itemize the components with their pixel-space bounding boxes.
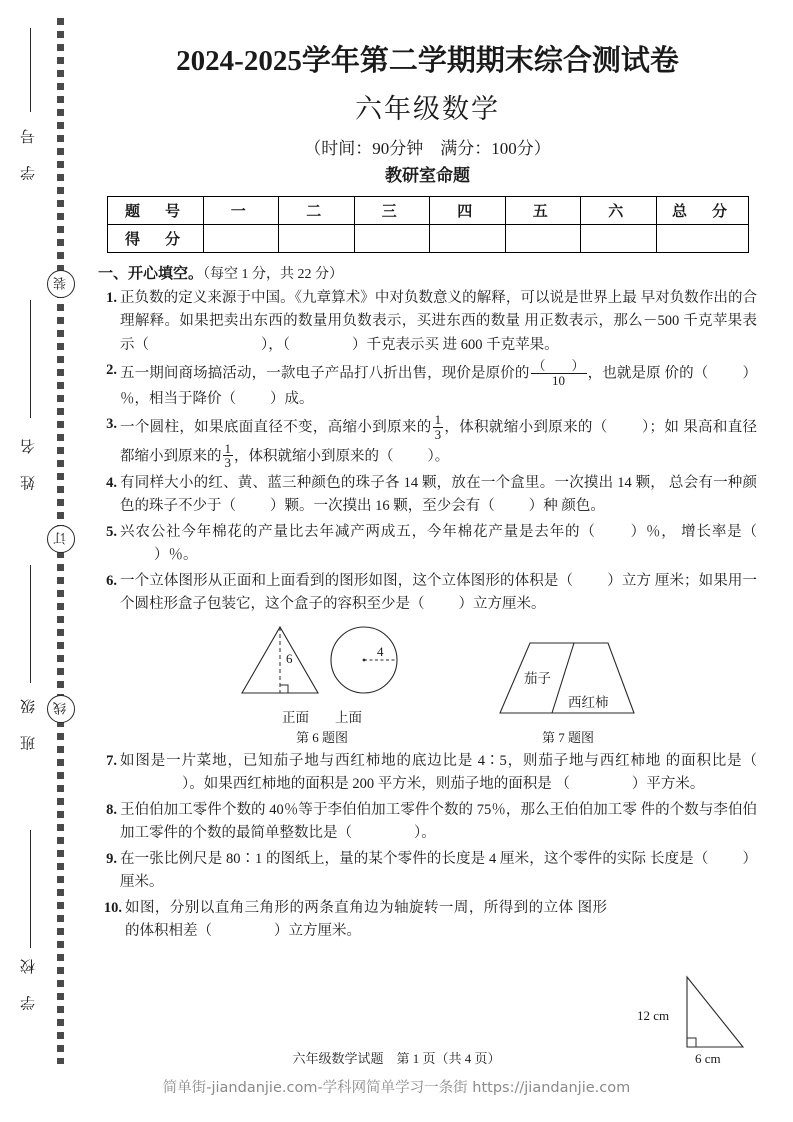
question-5-line2a: 增长率是（	[681, 523, 758, 540]
question-3-line1b: ，体积就缩小到原来的（	[444, 419, 608, 436]
figure-6-view-labels	[238, 706, 406, 726]
question-2-number: 2.	[106, 362, 117, 379]
question-7-number: 7.	[106, 752, 117, 769]
figure-6-caption: 第 6 题图	[295, 729, 348, 745]
score-cell-1[interactable]	[203, 225, 279, 253]
triangle-height-label: 6	[286, 650, 293, 666]
question-2-line1a: 五一期间商场搞活动，一款电子产品打八折出售，现价是原价的	[120, 365, 530, 382]
question-2-line2a: 价的（	[664, 365, 709, 382]
score-cell-2[interactable]	[279, 225, 355, 253]
question-10-number: 10.	[103, 899, 122, 916]
question-6-line1b: ）立方	[607, 572, 652, 589]
score-col-4: 四	[430, 197, 506, 225]
score-cell-4[interactable]	[430, 225, 506, 253]
question-1-line3c: ）千克表示买	[352, 336, 439, 353]
question-1-line3b: ），（	[261, 336, 290, 353]
question-4-line1: 有同样大小的红、黄、蓝三种颜色的珠子各 14 颗，放在一个盒里。一次摸出 14 颗，	[120, 474, 666, 491]
right-triangle	[687, 977, 743, 1047]
question-9	[98, 848, 757, 895]
question-9-line1: 在一张比例尺是 80∶1 的图纸上，量的某个零件的长度是 4 厘米，这个零件的实际	[120, 850, 647, 867]
question-6	[98, 570, 757, 617]
question-2	[98, 359, 757, 411]
fraction-denominator: 3	[434, 426, 442, 442]
score-cell-6[interactable]	[581, 225, 657, 253]
question-2-line2b: ）％，相当于降价（	[120, 365, 758, 407]
seal-rule-3	[30, 565, 31, 683]
score-col-3: 三	[354, 197, 430, 225]
figure-6	[238, 623, 406, 746]
label-top-view: 上面	[335, 709, 362, 725]
exam-organization: 教研室命题	[385, 166, 470, 185]
question-10-line2a: 图形的体积相差（	[125, 899, 608, 940]
table-row-question-numbers	[107, 197, 748, 225]
question-3-line2c: ）。	[427, 448, 450, 464]
fraction-numerator: 1	[434, 412, 442, 428]
table-row-scores	[107, 225, 748, 253]
seal-rule-4	[30, 830, 31, 948]
question-2-line2c: ）成。	[270, 390, 314, 407]
question-7-line2b: ）。如果西红柿地的面积是 200 平方米，则茄子地的面积是	[182, 776, 552, 793]
question-5-line1a: 兴农公社今年棉花的产量比去年减产两成五，今年棉花产量是去年的（	[120, 523, 596, 540]
score-col-2: 二	[279, 197, 355, 225]
section-points: （每空 1 分，共 22 分）	[203, 267, 344, 282]
question-2-body	[120, 359, 757, 411]
question-7-line1a: 如图是一片菜地，已知茄子地与西红柿地的底边比是 4∶5，则茄子地与西红柿地	[120, 752, 662, 769]
score-table	[107, 196, 749, 253]
question-1-number: 1.	[106, 290, 117, 306]
question-9-line2b: ）厘米。	[120, 850, 758, 891]
question-8-line2b: ）。	[414, 825, 436, 842]
exam-page	[78, 0, 793, 1122]
question-10-body	[125, 897, 607, 944]
fraction-numerator: 1	[224, 440, 231, 456]
right-angle-mark	[280, 685, 288, 693]
question-1-line2: 早对负数作出的合理解释。如果把卖出东西的数量用负数表示，买进东西的数量	[120, 290, 758, 330]
score-col-5: 五	[505, 197, 581, 225]
seal-rule-1	[30, 28, 31, 112]
score-cell-5[interactable]	[505, 225, 581, 253]
fraction-one-third-2	[223, 442, 234, 470]
fraction-denominator: 10	[531, 373, 587, 388]
question-1-line4: 进 600 千克苹果。	[442, 336, 559, 353]
question-8-body	[120, 799, 757, 846]
question-3-line2b: ，体积就缩小到原来的（	[234, 448, 394, 464]
circle-center-dot	[363, 658, 366, 661]
question-1-body	[120, 287, 757, 357]
question-9-line2a: 长度是（	[649, 850, 709, 867]
question-4	[98, 472, 757, 519]
label-tomato-region: 西红柿	[568, 694, 609, 710]
question-7-body	[120, 750, 757, 797]
figure-7-shapes	[496, 635, 640, 721]
question-1-line1: 正负数的定义来源于中国。《九章算术》中对负数意义的解释，可以说是世界上最	[120, 290, 637, 306]
seal-char-xian: 线	[47, 695, 75, 723]
question-3-number: 3.	[106, 416, 117, 433]
question-5-line2b: ）％。	[154, 547, 198, 564]
score-col-total: 总 分	[656, 197, 748, 225]
question-5	[98, 521, 757, 568]
score-cell-3[interactable]	[354, 225, 430, 253]
question-3	[98, 413, 757, 470]
question-3-body	[120, 413, 757, 470]
fraction-eight-tenths[interactable]	[531, 359, 587, 387]
figure-6-shapes	[238, 623, 406, 701]
question-6-line2b: ）立方厘米。	[458, 596, 546, 613]
figure-7	[496, 635, 640, 746]
question-7-line3b: ）平方米。	[631, 776, 705, 793]
right-angle-mark	[687, 1038, 696, 1047]
question-4-body	[120, 472, 757, 519]
field-school: 学 校	[21, 950, 37, 1011]
score-col-6: 六	[581, 197, 657, 225]
circle-diameter-label: 4	[377, 643, 384, 659]
footer-page-number: 六年级数学试题 第 1 页（共 4 页）	[292, 1051, 501, 1066]
question-7	[98, 750, 757, 797]
fraction-one-third-1	[433, 413, 444, 441]
question-8	[98, 799, 757, 846]
question-4-line2a: 总会有一种颜色的珠子不少于（	[120, 474, 758, 515]
question-3-line2a: 果高和直径都缩小到原来的	[120, 419, 758, 464]
question-1-line3a: 用正数表示，那么－500 千克苹果表示（	[120, 313, 758, 353]
question-1	[98, 287, 757, 357]
question-9-number: 9.	[106, 850, 117, 867]
field-name: 姓 名	[21, 430, 37, 491]
seal-char-ding: 订	[47, 525, 75, 553]
question-8-number: 8.	[106, 801, 117, 818]
question-4-line2c: ）种	[528, 498, 558, 515]
question-7-line2a: 的面积比是（	[665, 752, 758, 769]
question-5-number: 5.	[106, 523, 117, 540]
question-4-number: 4.	[106, 474, 117, 491]
subject-title: 六年级数学	[355, 94, 500, 124]
question-7-line3a: （	[555, 776, 570, 793]
score-cell-total[interactable]	[656, 225, 748, 253]
footer-watermark: 简单街-jiandanjie.com-学科网简单学习一条街 https://jiandanjie.com	[162, 1080, 631, 1096]
question-10-line1: 如图，分别以直角三角形的两条直角边为轴旋转一周，所得到的立体	[125, 899, 574, 916]
score-row-label-score: 得 分	[107, 225, 203, 253]
question-4-line3: 颜色。	[561, 498, 605, 515]
question-10-line2b: ）立方厘米。	[274, 923, 361, 940]
question-4-line2b: ）颗。一次摸出 16 颗，至少会有（	[270, 498, 495, 515]
figure-row	[98, 623, 757, 746]
question-2-line1b: ，也就是原	[587, 365, 661, 382]
binding-margin	[0, 0, 78, 1122]
figure-7-caption: 第 7 题图	[541, 729, 594, 745]
question-8-line2a: 件的个数与李伯伯加工零件的个数的最简单整数比是（	[120, 801, 758, 842]
page-title: 2024-2025学年第二学期期末综合测试卷	[176, 45, 679, 77]
section-heading-label: 一、开心填空。	[98, 266, 204, 282]
fraction-numerator: （ ）	[532, 358, 585, 374]
question-5-body	[120, 521, 757, 568]
label-front-view: 正面	[282, 709, 309, 725]
question-6-line2a: 厘米；如果用一个圆柱形盒子包装它，这个盒子的容积至少是（	[120, 572, 758, 613]
question-9-body	[120, 848, 757, 895]
question-10	[98, 897, 757, 944]
question-3-line1c: ）；如	[641, 419, 680, 436]
question-3-line1a: 一个圆柱，如果底面直径不变，高缩小到原来的	[120, 419, 432, 436]
score-col-1: 一	[203, 197, 279, 225]
question-6-line1a: 一个立体图形从正面和上面看到的图形如图，这个立体图形的体积是（	[120, 572, 574, 589]
fraction-denominator: 3	[224, 455, 231, 471]
exam-info: （时间：90分钟 满分：100分）	[304, 139, 551, 158]
label-horizontal-leg: 6 cm	[695, 1051, 721, 1066]
seal-char-zhuang: 装	[47, 270, 75, 298]
label-eggplant-region: 茄子	[524, 670, 551, 686]
trapezoid-vegetable-field	[500, 643, 634, 713]
section-heading	[98, 262, 757, 283]
question-6-body	[120, 570, 757, 617]
score-row-label-question: 题 号	[107, 197, 203, 225]
label-vertical-leg: 12 cm	[637, 1008, 670, 1023]
seal-rule-2	[30, 300, 31, 418]
field-student-number: 学 号	[21, 120, 37, 181]
question-6-number: 6.	[106, 572, 117, 589]
question-8-line1: 王伯伯加工零件个数的 40％等于李伯伯加工零件个数的 75％，那么王伯伯加工零	[120, 801, 637, 818]
field-class: 班 级	[21, 690, 37, 751]
question-5-line1b: ）％，	[629, 523, 677, 540]
